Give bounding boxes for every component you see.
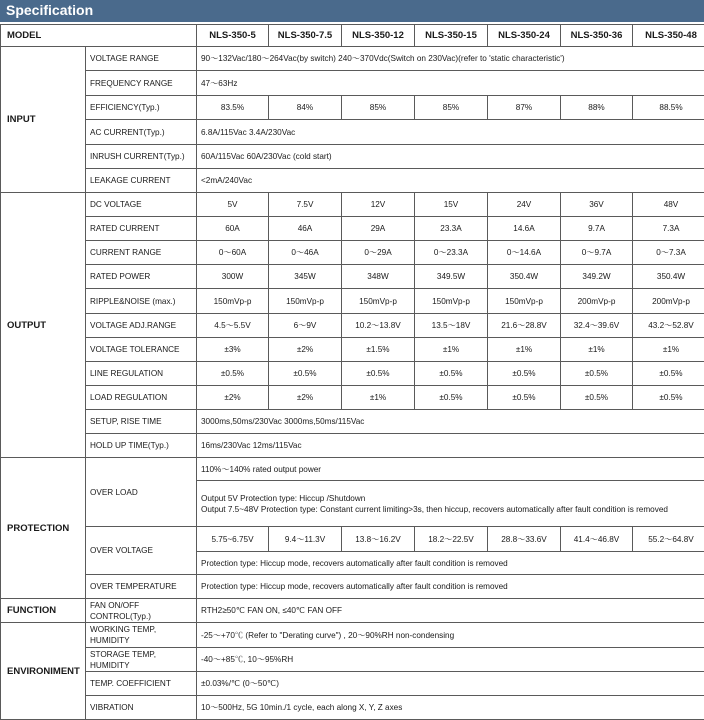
spec-label: RATED CURRENT [86,217,197,241]
group-protection: PROTECTION [1,458,86,599]
table-row [1,386,704,410]
spec-cell: ±2% [269,338,342,362]
spec-label: VOLTAGE TOLERANCE [86,338,197,362]
spec-label: FAN ON/OFF CONTROL(Typ.) [86,599,197,623]
spec-cell: 350.4W [488,265,561,289]
spec-label: OVER TEMPERATURE [86,575,197,599]
spec-cell: 85% [342,96,415,120]
spec-cell: 345W [269,265,342,289]
spec-cell: ±1.5% [342,338,415,362]
spec-cell: 0～46A [269,241,342,265]
spec-cell: 200mVp-p [561,289,633,314]
spec-cell: 4.5～5.5V [197,314,269,338]
spec-cell: ±0.5% [561,362,633,386]
spec-cell: 28.8～33.6V [488,527,561,552]
spec-cell: ±1% [633,338,704,362]
spec-cell: 87% [488,96,561,120]
table-row [1,169,704,193]
spec-value: 10～500Hz, 5G 10min./1 cycle, each along X, Y, Z axes [197,696,704,720]
model-name: NLS-350-15 [415,25,488,47]
spec-cell: 150mVp-p [197,289,269,314]
spec-cell: 150mVp-p [342,289,415,314]
spec-value: -40～+85℃, 10～95%RH [197,648,704,672]
spec-cell: ±0.5% [415,362,488,386]
spec-cell: ±0.5% [342,362,415,386]
spec-cell: 6～9V [269,314,342,338]
spec-cell: ±0.5% [561,386,633,410]
spec-cell: 0～9.7A [561,241,633,265]
spec-label: VOLTAGE ADJ.RANGE [86,314,197,338]
spec-cell: 350.4W [633,265,704,289]
table-row [1,338,704,362]
spec-cell: 349.5W [415,265,488,289]
spec-value: 6.8A/115Vac 3.4A/230Vac [197,120,704,145]
spec-cell: ±0.5% [633,362,704,386]
spec-value: 110%～140% rated output power [197,458,704,481]
over-load-line: Output 7.5~48V Protection type: Constant current limiting>3s, then hiccup, recovers automatically after fault condition is removed [201,504,668,514]
group-function: FUNCTION [1,599,86,623]
table-row [1,47,704,71]
spec-label: OVER LOAD [86,458,197,527]
spec-cell: 13.8～16.2V [342,527,415,552]
spec-cell: 46A [269,217,342,241]
spec-cell: 9.7A [561,217,633,241]
spec-cell: 88% [561,96,633,120]
spec-label: VOLTAGE RANGE [86,47,197,71]
spec-cell: ±1% [415,338,488,362]
spec-cell: 18.2～22.5V [415,527,488,552]
spec-cell: 0～7.3A [633,241,704,265]
table-row [1,241,704,265]
spec-cell: 43.2～52.8V [633,314,704,338]
spec-cell: ±2% [197,386,269,410]
spec-cell: 0～29A [342,241,415,265]
table-row [1,458,704,481]
model-name: NLS-350-24 [488,25,561,47]
spec-cell: 15V [415,193,488,217]
spec-cell: 150mVp-p [269,289,342,314]
table-row [1,672,704,696]
spec-label: SETUP, RISE TIME [86,410,197,434]
model-name: NLS-350-5 [197,25,269,47]
spec-cell: ±0.5% [488,362,561,386]
spec-value: Protection type: Hiccup mode, recovers automatically after fault condition is removed [197,552,704,575]
spec-value: RTH2≥50℃ FAN ON, ≤40℃ FAN OFF [197,599,704,623]
spec-cell: 24V [488,193,561,217]
spec-cell: 60A [197,217,269,241]
spec-cell: ±1% [342,386,415,410]
spec-cell: 5V [197,193,269,217]
spec-label: CURRENT RANGE [86,241,197,265]
spec-label: VIBRATION [86,696,197,720]
spec-table [0,24,704,720]
spec-value: 47～63Hz [197,71,704,96]
spec-label: OVER VOLTAGE [86,527,197,575]
spec-cell: 55.2～64.8V [633,527,704,552]
table-row [1,362,704,386]
over-load-detail [197,481,704,527]
spec-cell: ±0.5% [197,362,269,386]
table-row [1,434,704,458]
spec-cell: 14.6A [488,217,561,241]
spec-label: TEMP. COEFFICIENT [86,672,197,696]
spec-value: Protection type: Hiccup mode, recovers automatically after fault condition is removed [197,575,704,599]
model-label: MODEL [1,25,197,47]
spec-cell: 5.75~6.75V [197,527,269,552]
table-row [1,265,704,289]
spec-cell: 348W [342,265,415,289]
table-row [1,71,704,96]
group-environment: ENVIRONIMENT [1,623,86,720]
spec-value: 90～132Vac/180～264Vac(by switch) 240～370Vdc(Switch on 230Vac)(refer to 'static characteristic') [197,47,704,71]
spec-cell: ±0.5% [269,362,342,386]
model-name: NLS-350-7.5 [269,25,342,47]
spec-cell: ±0.5% [488,386,561,410]
spec-value: 60A/115Vac 60A/230Vac (cold start) [197,145,704,169]
spec-label: RIPPLE&NOISE (max.) [86,289,197,314]
spec-label: RATED POWER [86,265,197,289]
spec-label: LOAD REGULATION [86,386,197,410]
table-row [1,193,704,217]
spec-cell: 85% [415,96,488,120]
spec-cell: 300W [197,265,269,289]
spec-cell: 48V [633,193,704,217]
spec-cell: 200mVp-p [633,289,704,314]
table-row [1,696,704,720]
spec-label: DC VOLTAGE [86,193,197,217]
spec-label: FREQUENCY RANGE [86,71,197,96]
spec-cell: 83.5% [197,96,269,120]
spec-label: AC CURRENT(Typ.) [86,120,197,145]
spec-label: HOLD UP TIME(Typ.) [86,434,197,458]
spec-value: -25～+70℃ (Refer to "Derating curve") , 20～90%RH non-condensing [197,623,704,648]
spec-cell: 23.3A [415,217,488,241]
spec-cell: 21.6～28.8V [488,314,561,338]
over-load-line: Output 5V Protection type: Hiccup /Shutdown [201,493,366,503]
group-input: INPUT [1,47,86,193]
spec-cell: 0～60A [197,241,269,265]
spec-label: LEAKAGE CURRENT [86,169,197,193]
table-row [1,217,704,241]
table-row [1,623,704,648]
page-title: Specification [6,2,94,18]
spec-cell: ±0.5% [633,386,704,410]
spec-cell: 150mVp-p [415,289,488,314]
spec-cell: 88.5% [633,96,704,120]
spec-cell: 29A [342,217,415,241]
table-row [1,527,704,552]
spec-label: LINE REGULATION [86,362,197,386]
spec-cell: ±2% [269,386,342,410]
table-row [1,648,704,672]
spec-label: STORAGE TEMP, HUMIDITY [86,648,197,672]
spec-value: ±0.03%/℃ (0～50℃) [197,672,704,696]
spec-cell: 0～14.6A [488,241,561,265]
table-row [1,599,704,623]
spec-cell: ±0.5% [415,386,488,410]
model-name: NLS-350-12 [342,25,415,47]
table-row [1,314,704,338]
spec-cell: 41.4～46.8V [561,527,633,552]
model-name: NLS-350-48 [633,25,704,47]
spec-cell: 32.4～39.6V [561,314,633,338]
spec-cell: 349.2W [561,265,633,289]
spec-cell: ±3% [197,338,269,362]
spec-cell: 13.5～18V [415,314,488,338]
table-row [1,575,704,599]
spec-cell: 7.5V [269,193,342,217]
spec-cell: 10.2～13.8V [342,314,415,338]
spec-value: 16ms/230Vac 12ms/115Vac [197,434,704,458]
spec-cell: 150mVp-p [488,289,561,314]
spec-cell: 36V [561,193,633,217]
spec-label: INRUSH CURRENT(Typ.) [86,145,197,169]
model-name: NLS-350-36 [561,25,633,47]
spec-cell: 7.3A [633,217,704,241]
table-row [1,120,704,145]
table-row [1,96,704,120]
title-bar [0,0,704,22]
spec-value: <2mA/240Vac [197,169,704,193]
spec-cell: ±1% [561,338,633,362]
table-row [1,145,704,169]
table-row [1,289,704,314]
spec-label: WORKING TEMP, HUMIDITY [86,623,197,648]
spec-cell: 0～23.3A [415,241,488,265]
table-row [1,410,704,434]
model-row [1,25,704,47]
spec-cell: 9.4～11.3V [269,527,342,552]
spec-value: 3000ms,50ms/230Vac 3000ms,50ms/115Vac [197,410,704,434]
spec-cell: 84% [269,96,342,120]
spec-label: EFFICIENCY(Typ.) [86,96,197,120]
group-output: OUTPUT [1,193,86,458]
spec-cell: ±1% [488,338,561,362]
spec-cell: 12V [342,193,415,217]
